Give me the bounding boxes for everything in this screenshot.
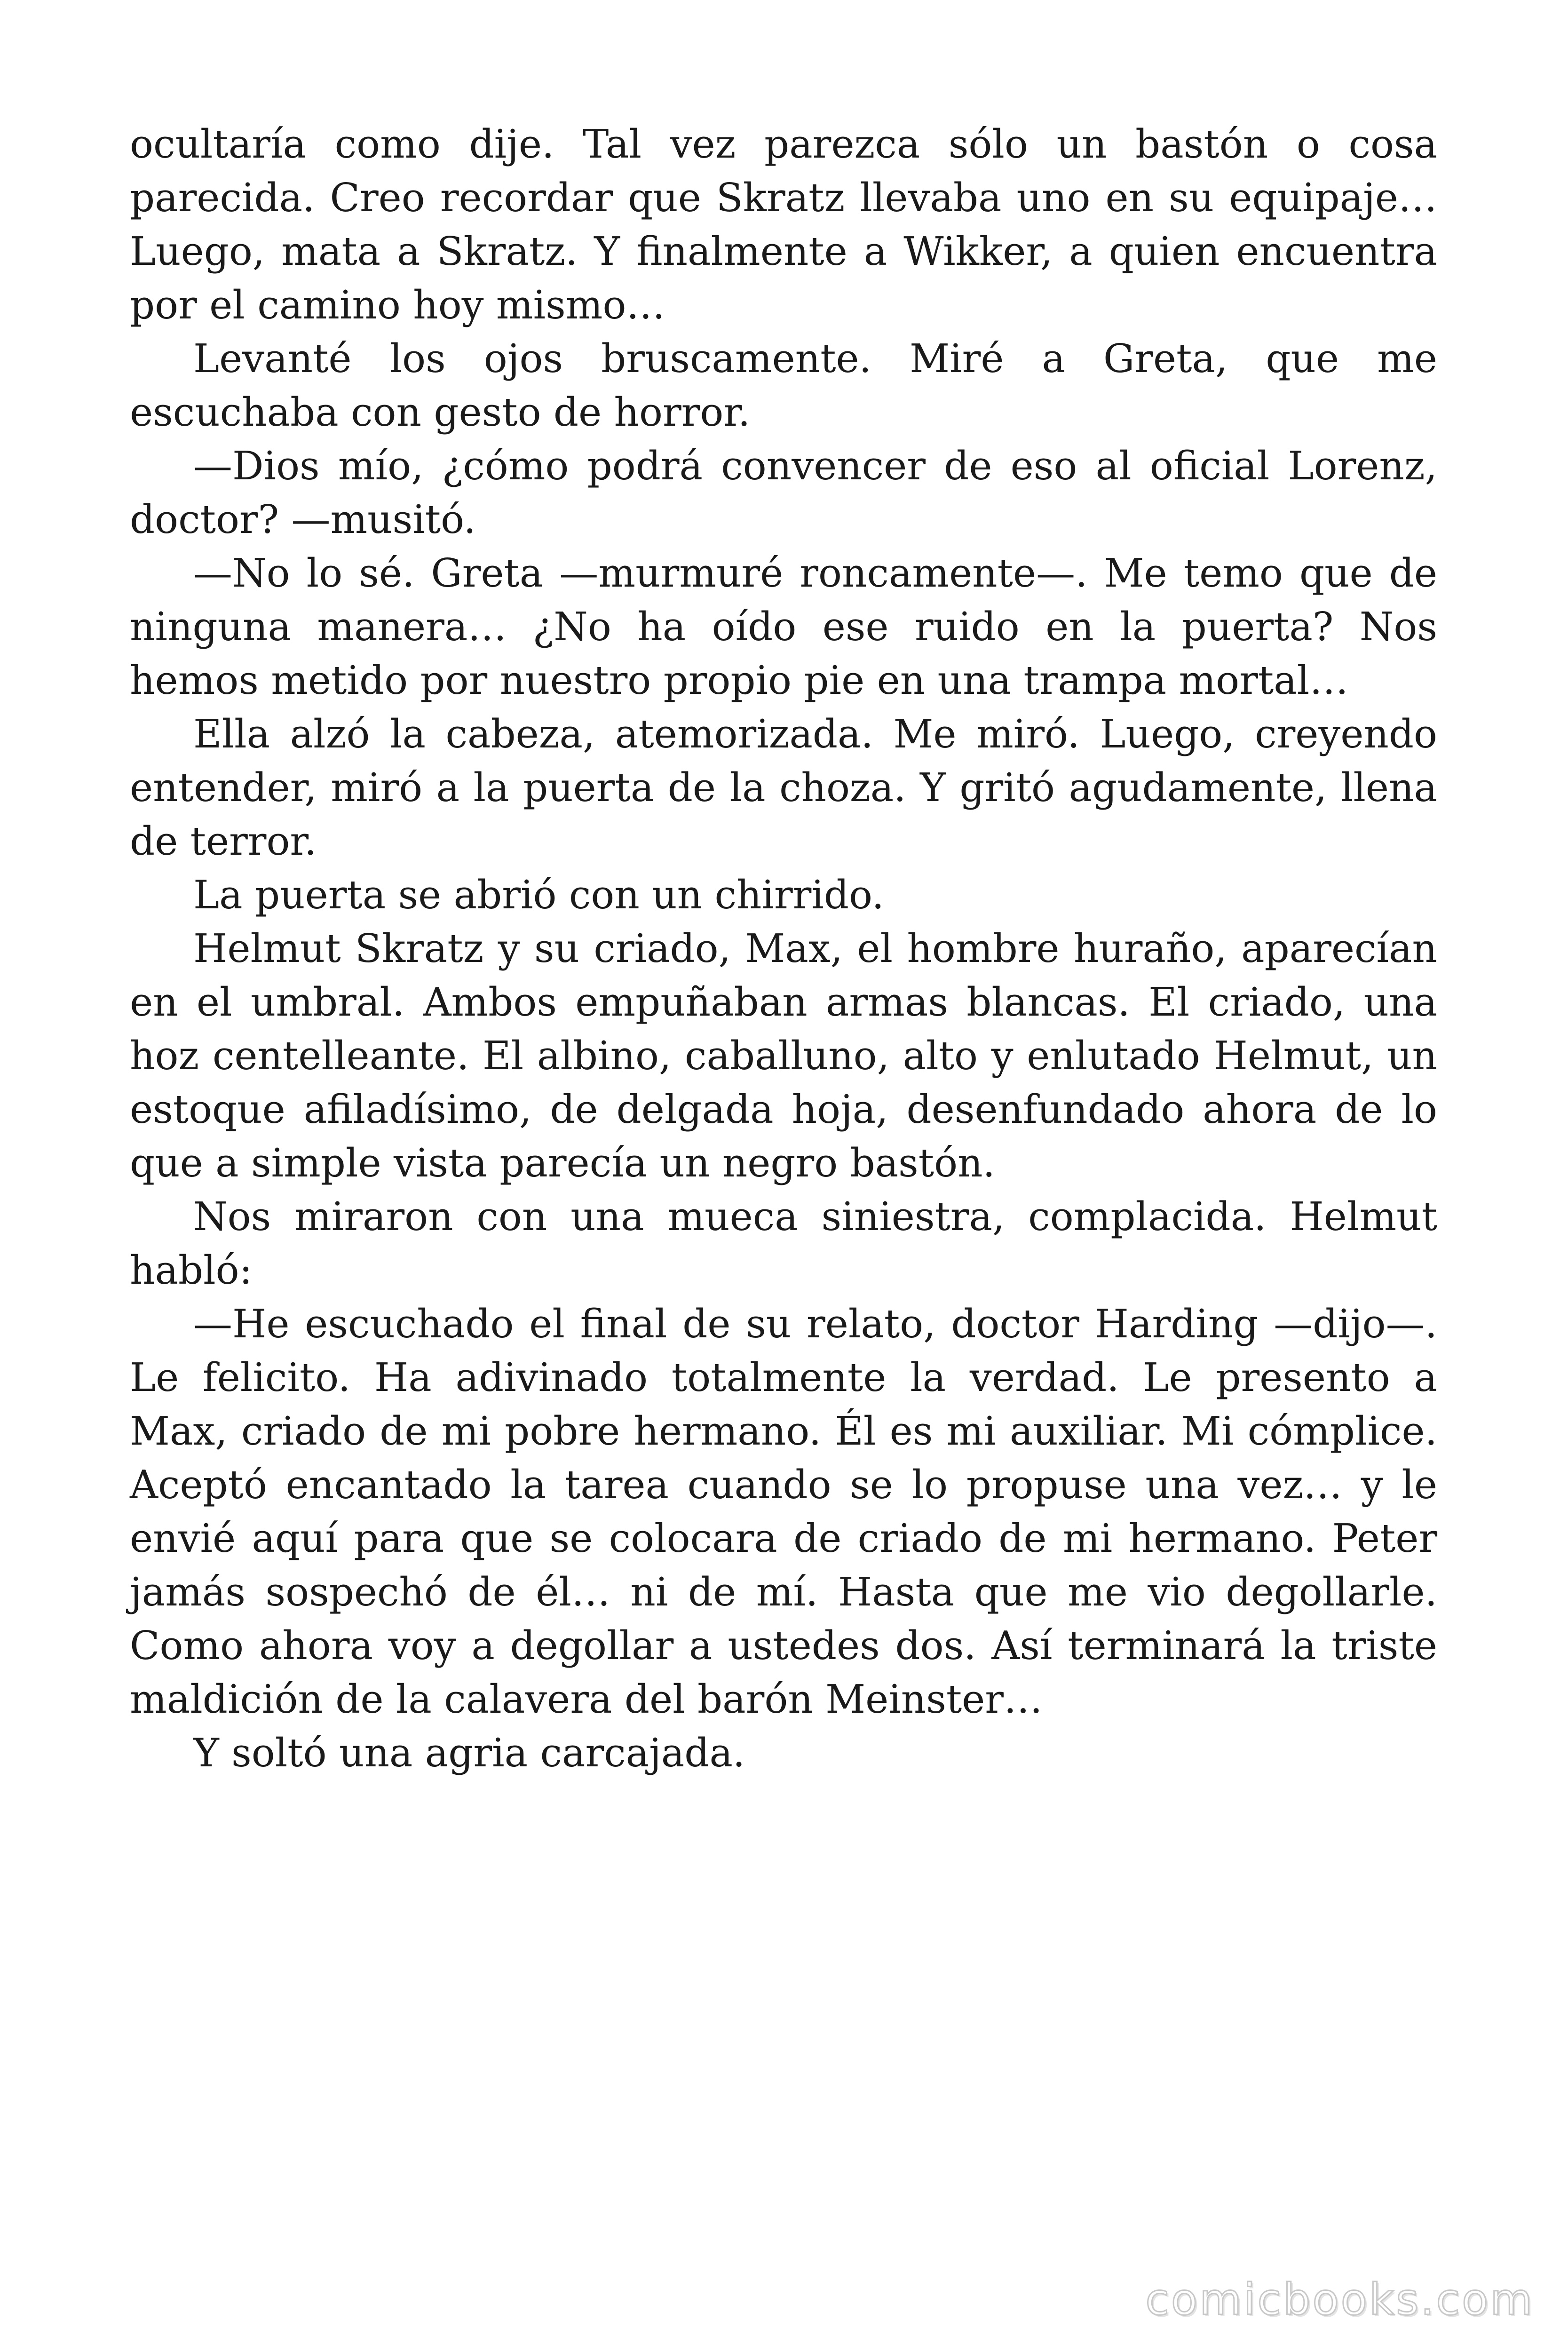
paragraph: Nos miraron con una mueca siniestra, complacida. Helmut habló: <box>130 1194 1437 1293</box>
paragraph-continuation: ocultaría como dije. Tal vez parezca sólo un bastón o cosa parecida. Creo recordar que Skratz llevaba uno en su equipaje… Luego, mata a Skratz. Y finalmente a Wikker, a quien encuentra por el camino hoy mismo… <box>130 121 1437 328</box>
body-text <box>130 118 1437 1780</box>
paragraph-dialogue: —No lo sé. Greta —murmuré roncamente—. Me temo que de ninguna manera… ¿No ha oído ese ruido en la puerta? Nos hemos metido por nuestro propio pie en una trampa mortal… <box>130 550 1437 703</box>
paragraph-dialogue: —He escuchado el final de su relato, doctor Harding —dijo—. Le felicito. Ha adivinado totalmente la verdad. Le presento a Max, criado de mi pobre hermano. Él es mi auxiliar. Mi cómplice. Aceptó encantado la tarea cuando se lo propuse una vez… y le envié aquí para que se colocara de criado de mi hermano. Peter jamás sospechó de él… ni de mí. Hasta que me vio degollarle. Como ahora voy a degollar a ustedes dos. Así terminará la triste maldición de la calavera del barón Meinster… <box>130 1301 1437 1722</box>
paragraph: Helmut Skratz y su criado, Max, el hombre huraño, aparecían en el umbral. Ambos empuñaban armas blancas. El criado, una hoz centelleante. El albino, caballuno, alto y enlutado Helmut, un estoque afiladísimo, de delgada hoja, desenfundado ahora de lo que a simple vista parecía un negro bastón. <box>130 926 1437 1186</box>
paragraph: Ella alzó la cabeza, atemorizada. Me miró. Luego, creyendo entender, miró a la puerta de la choza. Y gritó agudamente, llena de terror. <box>130 711 1437 864</box>
watermark-logo: comicbooks.com <box>1145 2274 1534 2325</box>
paragraph-dialogue: —Dios mío, ¿cómo podrá convencer de eso al oficial Lorenz, doctor? —musitó. <box>130 443 1437 542</box>
paragraph: Levanté los ojos bruscamente. Miré a Greta, que me escuchaba con gesto de horror. <box>130 336 1437 435</box>
paragraph: La puerta se abrió con un chirrido. <box>193 872 884 918</box>
paragraph: Y soltó una agria carcajada. <box>193 1730 745 1776</box>
